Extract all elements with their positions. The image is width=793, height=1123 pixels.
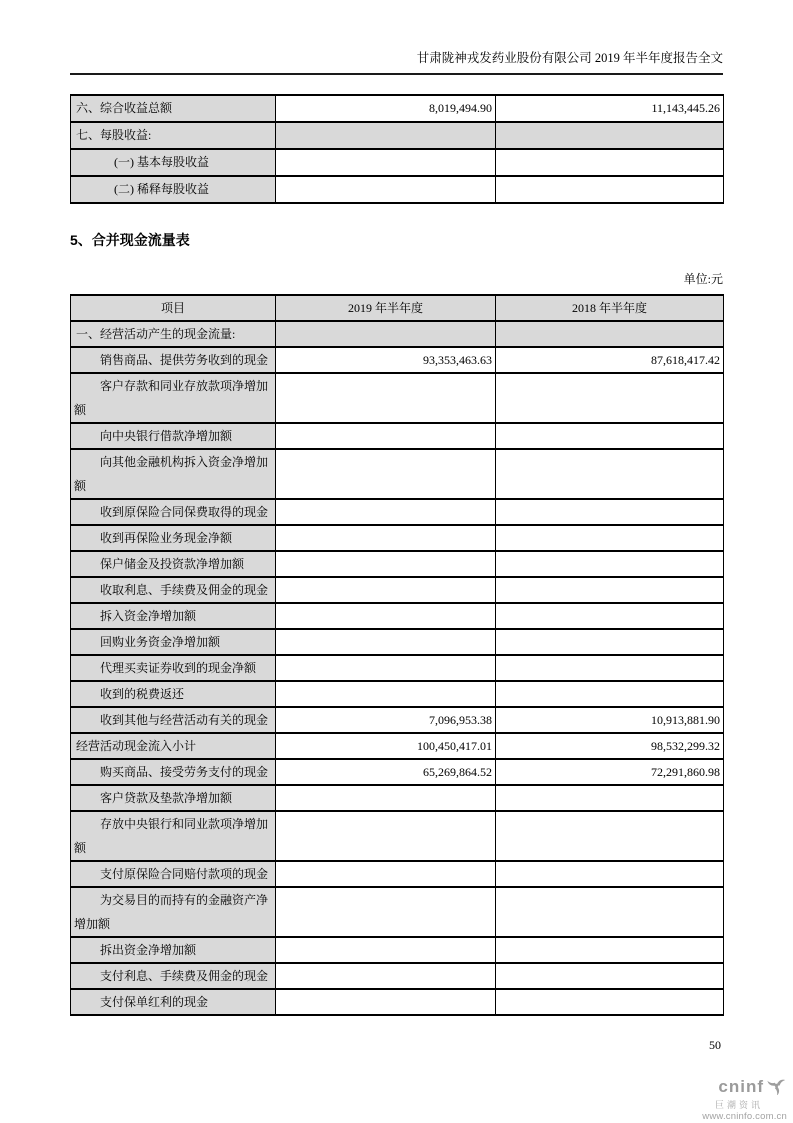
cninfo-brand-text: cninf — [718, 1077, 764, 1097]
value-2019-cell: 65,269,864.52 — [276, 759, 496, 785]
value-2018-cell — [496, 499, 724, 525]
document-header — [70, 0, 723, 75]
column-header-item: 项目 — [71, 295, 276, 321]
section-title: 5、合并现金流量表 — [70, 232, 190, 248]
row-label-cell: 客户贷款及垫款净增加额 — [71, 785, 276, 811]
table-row — [71, 629, 724, 655]
value-2019-cell — [276, 603, 496, 629]
table-row — [71, 963, 724, 989]
row-label-cell: 回购业务资金净增加额 — [71, 629, 276, 655]
value-2018-cell — [496, 525, 724, 551]
value-2019-cell — [276, 321, 496, 347]
row-label-cell: 支付原保险合同赔付款项的现金 — [71, 861, 276, 887]
table-row — [71, 603, 724, 629]
value-2019-cell — [276, 551, 496, 577]
value-2018-cell — [496, 887, 724, 937]
value-2018-cell — [496, 861, 724, 887]
table-row — [71, 681, 724, 707]
value-2019-cell — [276, 629, 496, 655]
table-row — [71, 937, 724, 963]
table-row — [71, 347, 724, 373]
table-row — [71, 149, 724, 176]
table-row — [71, 707, 724, 733]
table-row — [71, 811, 724, 861]
value-2019-cell — [276, 681, 496, 707]
row-label-cell: 收到其他与经营活动有关的现金 — [71, 707, 276, 733]
value-2018-cell — [496, 629, 724, 655]
value-2018-cell — [496, 811, 724, 861]
value-2018-cell — [496, 989, 724, 1015]
table-row — [71, 887, 724, 937]
value-2019-cell — [276, 423, 496, 449]
value-2018-cell — [496, 321, 724, 347]
value-2018-cell — [496, 449, 724, 499]
table-row — [71, 449, 724, 499]
value-2019-cell — [276, 887, 496, 937]
value-2019-cell — [276, 963, 496, 989]
row-label-cell: 保户储金及投资款净增加额 — [71, 551, 276, 577]
value-2019-cell — [276, 861, 496, 887]
value-2019-cell — [276, 937, 496, 963]
page-number: 50 — [709, 1038, 721, 1052]
row-label-cell: 销售商品、提供劳务收到的现金 — [71, 347, 276, 373]
cninfo-url: www.cninfo.com.cn — [702, 1111, 787, 1123]
row-label-cell: 经营活动现金流入小计 — [71, 733, 276, 759]
table-row — [71, 655, 724, 681]
row-label-cell: 支付利息、手续费及佣金的现金 — [71, 963, 276, 989]
table-row — [71, 122, 724, 149]
row-label-cell: 七、每股收益: — [71, 122, 276, 149]
row-label-cell: 拆出资金净增加额 — [71, 937, 276, 963]
value-2018-cell: 98,532,299.32 — [496, 733, 724, 759]
row-label-cell: 为交易目的而持有的金融资产净增加额 — [71, 887, 276, 937]
value-2019-cell: 8,019,494.90 — [276, 95, 496, 122]
value-2019-cell — [276, 525, 496, 551]
value-2018-cell — [496, 577, 724, 603]
row-label-cell: 支付保单红利的现金 — [71, 989, 276, 1015]
value-2019-cell — [276, 449, 496, 499]
row-label-cell: 收取利息、手续费及佣金的现金 — [71, 577, 276, 603]
row-label-cell: (一) 基本每股收益 — [71, 149, 276, 176]
table-row — [71, 577, 724, 603]
value-2018-cell — [496, 176, 724, 203]
row-label-cell: 购买商品、接受劳务支付的现金 — [71, 759, 276, 785]
cninfo-subtitle: 巨潮资讯 — [714, 1099, 763, 1110]
row-label-cell: 六、综合收益总额 — [71, 95, 276, 122]
table-row — [71, 733, 724, 759]
value-2019-cell — [276, 785, 496, 811]
document-header-text: 甘肃陇神戎发药业股份有限公司 2019 年半年度报告全文 — [416, 51, 723, 65]
cash-flow-table — [70, 294, 724, 1016]
value-2018-cell: 11,143,445.26 — [496, 95, 724, 122]
unit-label: 单位:元 — [683, 272, 723, 286]
row-label-cell: 一、经营活动产生的现金流量: — [71, 321, 276, 347]
value-2018-cell — [496, 122, 724, 149]
value-2018-cell: 87,618,417.42 — [496, 347, 724, 373]
value-2018-cell — [496, 963, 724, 989]
value-2018-cell — [496, 149, 724, 176]
income-statement-table-end — [70, 94, 724, 204]
value-2018-cell — [496, 937, 724, 963]
value-2018-cell — [496, 785, 724, 811]
value-2018-cell — [496, 655, 724, 681]
row-label-cell: 收到再保险业务现金净额 — [71, 525, 276, 551]
row-label-cell: (二) 稀释每股收益 — [71, 176, 276, 203]
value-2018-cell — [496, 603, 724, 629]
value-2019-cell: 7,096,953.38 — [276, 707, 496, 733]
row-label-cell: 存放中央银行和同业款项净增加额 — [71, 811, 276, 861]
table-row — [71, 373, 724, 423]
value-2019-cell — [276, 149, 496, 176]
row-label-cell: 收到的税费返还 — [71, 681, 276, 707]
value-2019-cell — [276, 499, 496, 525]
table-header-row — [71, 295, 724, 321]
value-2018-cell — [496, 373, 724, 423]
table-row — [71, 785, 724, 811]
value-2019-cell — [276, 811, 496, 861]
value-2019-cell — [276, 176, 496, 203]
row-label-cell: 向其他金融机构拆入资金净增加额 — [71, 449, 276, 499]
value-2019-cell — [276, 373, 496, 423]
table-row — [71, 176, 724, 203]
column-header-2018: 2018 年半年度 — [496, 295, 724, 321]
row-label-cell: 收到原保险合同保费取得的现金 — [71, 499, 276, 525]
row-label-cell: 客户存款和同业存放款项净增加额 — [71, 373, 276, 423]
table-row — [71, 759, 724, 785]
cninfo-logo — [667, 1076, 787, 1123]
row-label-cell: 向中央银行借款净增加额 — [71, 423, 276, 449]
table-row — [71, 861, 724, 887]
cninfo-swirl-icon — [766, 1076, 787, 1100]
value-2018-cell: 72,291,860.98 — [496, 759, 724, 785]
table-row — [71, 423, 724, 449]
column-header-2019: 2019 年半年度 — [276, 295, 496, 321]
value-2019-cell — [276, 655, 496, 681]
table-row — [71, 95, 724, 122]
value-2018-cell — [496, 551, 724, 577]
table-row — [71, 989, 724, 1015]
row-label-cell: 代理买卖证券收到的现金净额 — [71, 655, 276, 681]
value-2019-cell: 93,353,463.63 — [276, 347, 496, 373]
row-label-cell: 拆入资金净增加额 — [71, 603, 276, 629]
value-2018-cell: 10,913,881.90 — [496, 707, 724, 733]
value-2018-cell — [496, 423, 724, 449]
table-row — [71, 499, 724, 525]
table-row — [71, 525, 724, 551]
value-2018-cell — [496, 681, 724, 707]
table-row — [71, 551, 724, 577]
table-row — [71, 321, 724, 347]
value-2019-cell — [276, 577, 496, 603]
value-2019-cell: 100,450,417.01 — [276, 733, 496, 759]
value-2019-cell — [276, 122, 496, 149]
value-2019-cell — [276, 989, 496, 1015]
